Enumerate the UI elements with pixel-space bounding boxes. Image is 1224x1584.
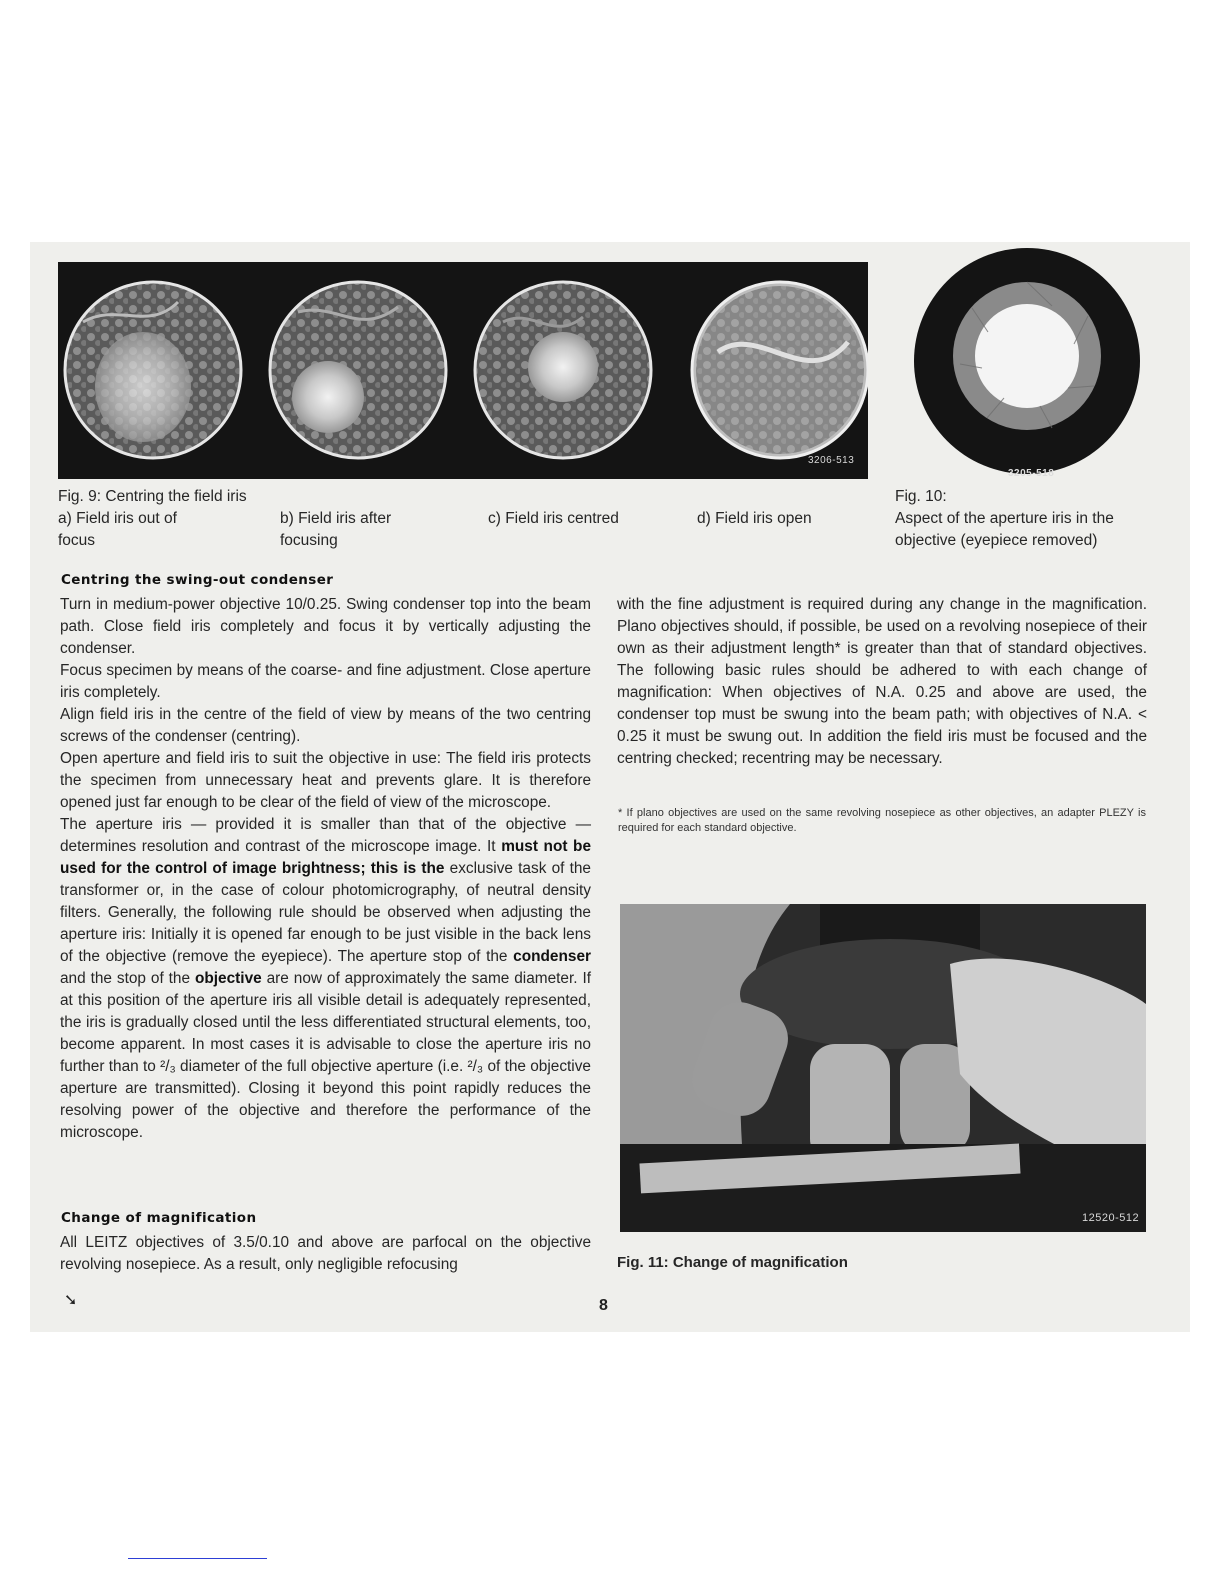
bold-text-run: condenser [513,948,591,965]
fig9b-caption-2: focusing [280,532,338,549]
footnote: * If plano objectives are used on the same revolving nosepiece as other objectives, an adapter PLEZY is required for each standard objective. [618,807,1146,834]
fig10-code: 3205-518 [1008,468,1055,479]
left-column-section2 [60,1232,591,1276]
fig11-photo [620,904,1146,1232]
paragraph: Focus specimen by means of the coarse- and fine adjustment. Close aperture iris completely. [60,662,591,701]
fig9-title: Fig. 9: Centring the field iris [58,488,247,505]
fig9a-caption-1: a) Field iris out of [58,510,177,527]
paragraph-aperture [60,814,591,1144]
bold-text-run: must not be used for the control of image brightness; this is the [60,838,592,877]
fig10-caption-1: Aspect of the aperture iris in the [895,510,1114,527]
left-column [60,594,591,1144]
fig10-title: Fig. 10: [895,488,947,505]
page-number: 8 [599,1297,608,1314]
text-run: exclusive task of the transformer or, in the case of colour photomicrography, of neutral density filters. Generally, the following rule should be observed when adjusting the aperture iris: Initially it is opened far enough to be just visible in the back lens of the objective (remove the eyepiece). The aperture stop of the [60,860,591,965]
text-run: and the stop of the [60,970,191,987]
corner-mark: ➘ [64,1292,78,1309]
text-run: are now of approximately the same diameter. If at this position of the aperture iris all visible detail is adequately represented, the iris is gradually closed until the less differentiated structural elements, too, become apparent. In most cases it is advisable to close the aperture iris no further than to ²/₃ diameter of the full objective aperture (i.e. ²/₃ of the objective aperture are transmitted). Closing it beyond this point rapidly reduces the resolving power of the objective and therefore the performance of the microscope. [60,970,592,1141]
paragraph: All LEITZ objectives of 3.5/0.10 and above are parfocal on the objective revolving nosepiece. As a result, only negligible refocusing [60,1234,591,1273]
fig9b-field [270,282,446,458]
bold-text-run: objective [194,970,262,987]
fig11-caption: Fig. 11: Change of magnification [617,1254,848,1271]
paragraph: with the fine adjustment is required during any change in the magnification. Plano objectives should, if possible, be used on a revolving nosepiece of their own as their adjustment length* is greater than that of standard objectives. The following basic rules should be adhered to with each change of magnification: When objectives of N.A. 0.25 and above are used, the condenser top must be swung into the beam path; with objectives of N.A. < 0.25 it must be swung out. In addition the field iris must be focused and the centring checked; recentring may be necessary. [617,596,1147,767]
fig9-image-strip [58,262,868,479]
paragraph: Align field iris in the centre of the field of view by means of the two centring screws of the condenser (centring). [60,706,591,745]
fig9c-caption: c) Field iris centred [488,510,619,527]
section-heading-centring: Centring the swing-out condenser [61,572,334,588]
right-column [617,594,1147,770]
fig10-aperture-iris [912,246,1142,486]
fig11-code: 12520-512 [1082,1212,1140,1224]
fig9b-caption-1: b) Field iris after [280,510,392,527]
fig9d-caption: d) Field iris open [697,510,812,527]
section-heading-magnification: Change of magnification [61,1210,257,1226]
paragraph: Open aperture and field iris to suit the objective in use: The field iris protects the specimen from unnecessary heat and prevents glare. It is therefore opened just far enough to be clear of the field of view of the microscope. [60,750,591,811]
fig9a-caption-2: focus [58,532,96,549]
fig9-code: 3206-513 [808,455,855,466]
fig10-caption-2: objective (eyepiece removed) [895,532,1098,549]
underline-stroke [128,1558,267,1559]
fig9d-field [692,282,868,458]
text-run: The aperture iris — provided it is smaller than that of the objective — determines resolution and contrast of the microscope image. It [60,816,591,855]
paragraph: Turn in medium-power objective 10/0.25. Swing condenser top into the beam path. Close field iris completely and focus it by vertically adjusting the condenser. [60,596,591,657]
fig9c-field [475,282,651,458]
fig9a-field [65,282,241,458]
